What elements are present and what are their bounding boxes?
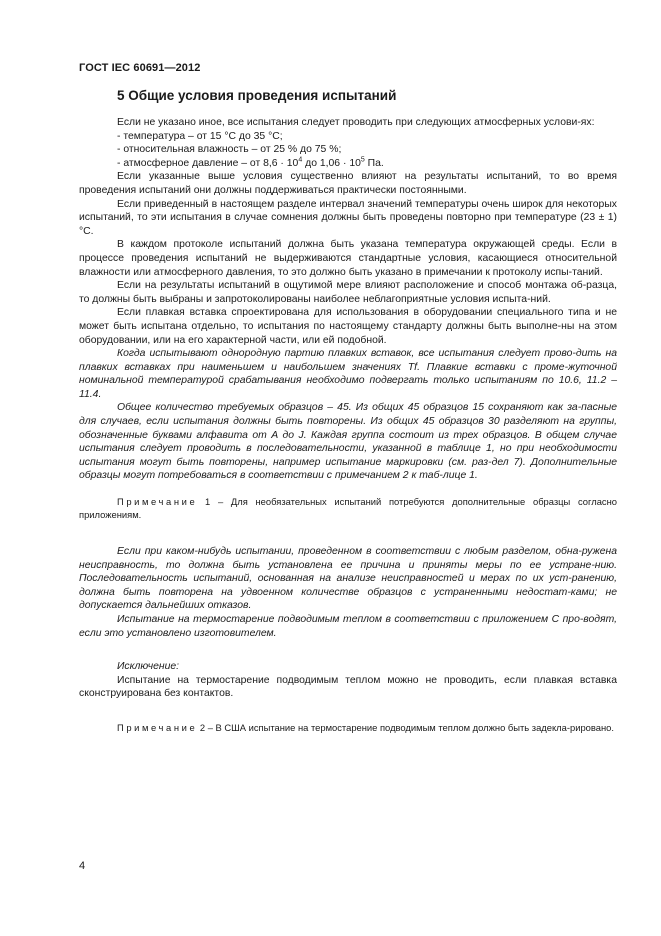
note-2 [79, 721, 617, 734]
list-item-humidity: - относительная влажность – от 25 % до 75 %; [117, 144, 342, 156]
paragraph-temperature-repeat: Если приведенный в настоящем разделе интервал значений температуры очень широк для некоторых испытаний, то эти испытания в случае сомнения должны быть проведены повторно при температуре (23 ± 1) °С. [79, 198, 617, 237]
pressure-exp-2: 5 [360, 156, 365, 164]
document-body [79, 116, 617, 734]
note-2-text: 2 – В США испытание на термостарение подводимым теплом должно быть задекла-рировано. [197, 721, 614, 733]
pressure-exp-1: 4 [298, 156, 303, 164]
note-1-text: 1 – Для необязательных испытаний потребуются дополнительные образцы согласно приложениям. [79, 496, 617, 521]
standard-code-header: ГОСТ IEC 60691—2012 [79, 62, 201, 74]
note-1-label: Примечание [117, 496, 198, 508]
pressure-text-b: до 1,06 · 10 [302, 157, 361, 169]
paragraph-conditions-constant: Если указанные выше условия существенно влияют на результаты испытаний, то во время проведения испытаний они должны поддерживаться практически постоянными. [79, 171, 617, 196]
note-2-label: Примечание [117, 721, 198, 733]
paragraph-special-equipment: Если плавкая вставка спроектирована для использования в оборудовании специального типа и не может быть испытана отдельно, то испытания по настоящему стандарту должны быть выполне-ны на этом оборудовании, или на его характерной части, или ей подобной. [79, 307, 617, 346]
paragraph-exception: Испытание на термостарение подводимым теплом можно не проводить, если плавкая вставка сконструирована без контактов. [79, 674, 617, 700]
list-item-temperature: - температура – от 15 °С до 35 °С; [117, 130, 283, 142]
paragraph-protocol: В каждом протоколе испытаний должна быть указана температура окружающей среды. Если в процессе проведения испытаний не выдерживаются стандартные условия, касающиеся относительной влажности или атмосферного давления, то это должно быть указано в примечании к протоколу испы-таний. [79, 239, 617, 278]
list-item-pressure [79, 157, 617, 171]
paragraph-sample-count: Общее количество требуемых образцов – 45. Из общих 45 образцов 15 сохраняют как за-пасные для случаев, если испытания должны быть повторены. Из общих 45 образцов 30 разделяют на группы, обозначенные буквами алфавита от А до J. Каждая группа состоит из трех образцов. В общем случае испытания следует проводить в последовательности, указанной в таблице 1, но при необходимости испытания могут быть повторены, например испытание маркировки (см. раз-дел 7). Дополнительные образцы могут потребоваться в соответствии с примечанием 2 к таб-лице 1. [79, 402, 617, 482]
section-title: 5 Общие условия проведения испытаний [117, 88, 397, 103]
pressure-text-a: - атмосферное давление – от 8,6 · 10 [117, 157, 299, 169]
page-number: 4 [79, 860, 86, 872]
paragraph-failure: Если при каком-нибудь испытании, проведенном в соответствии с любым разделом, обна-ружена неисправность, то должна быть установлена ее причина и приняты меры по ее устране-нию. Последовательность испытаний, основанная на анализе неисправностей и мерах по их уст-ранению, должна быть повторена на удвоенном количестве образцов с устраненными недостат-ками; не допускается дальнейших отказов. [79, 546, 617, 612]
paragraph-conditions-intro: Если не указано иное, все испытания следует проводить при следующих атмосферных услови-ях: [117, 117, 595, 128]
paragraph-homogeneous-batch: Когда испытывают однородную партию плавких вставок, все испытания следует прово-дить на плавких вставках при наименьшем и наибольшем значениях Tf. Плавкие вставки с проме-жуточной номинальной температурой срабатывания необходимо подвергать только испытаниям по 10.6, 11.2 – 11.4. [79, 348, 617, 400]
exception-label: Исключение: [117, 661, 180, 673]
pressure-text-c: Па. [364, 157, 384, 169]
paragraph-thermal-aging: Испытание на термостарение подводимым теплом в соответствии с приложением С про-водят, если это установлено изготовителем. [79, 614, 617, 639]
note-1 [79, 495, 617, 521]
paragraph-mounting: Если на результаты испытаний в ощутимой мере влияют расположение и способ монтажа об-разца, то должны быть выбраны и запротоколированы наиболее неблагоприятные условия испыта-ний. [79, 280, 617, 305]
